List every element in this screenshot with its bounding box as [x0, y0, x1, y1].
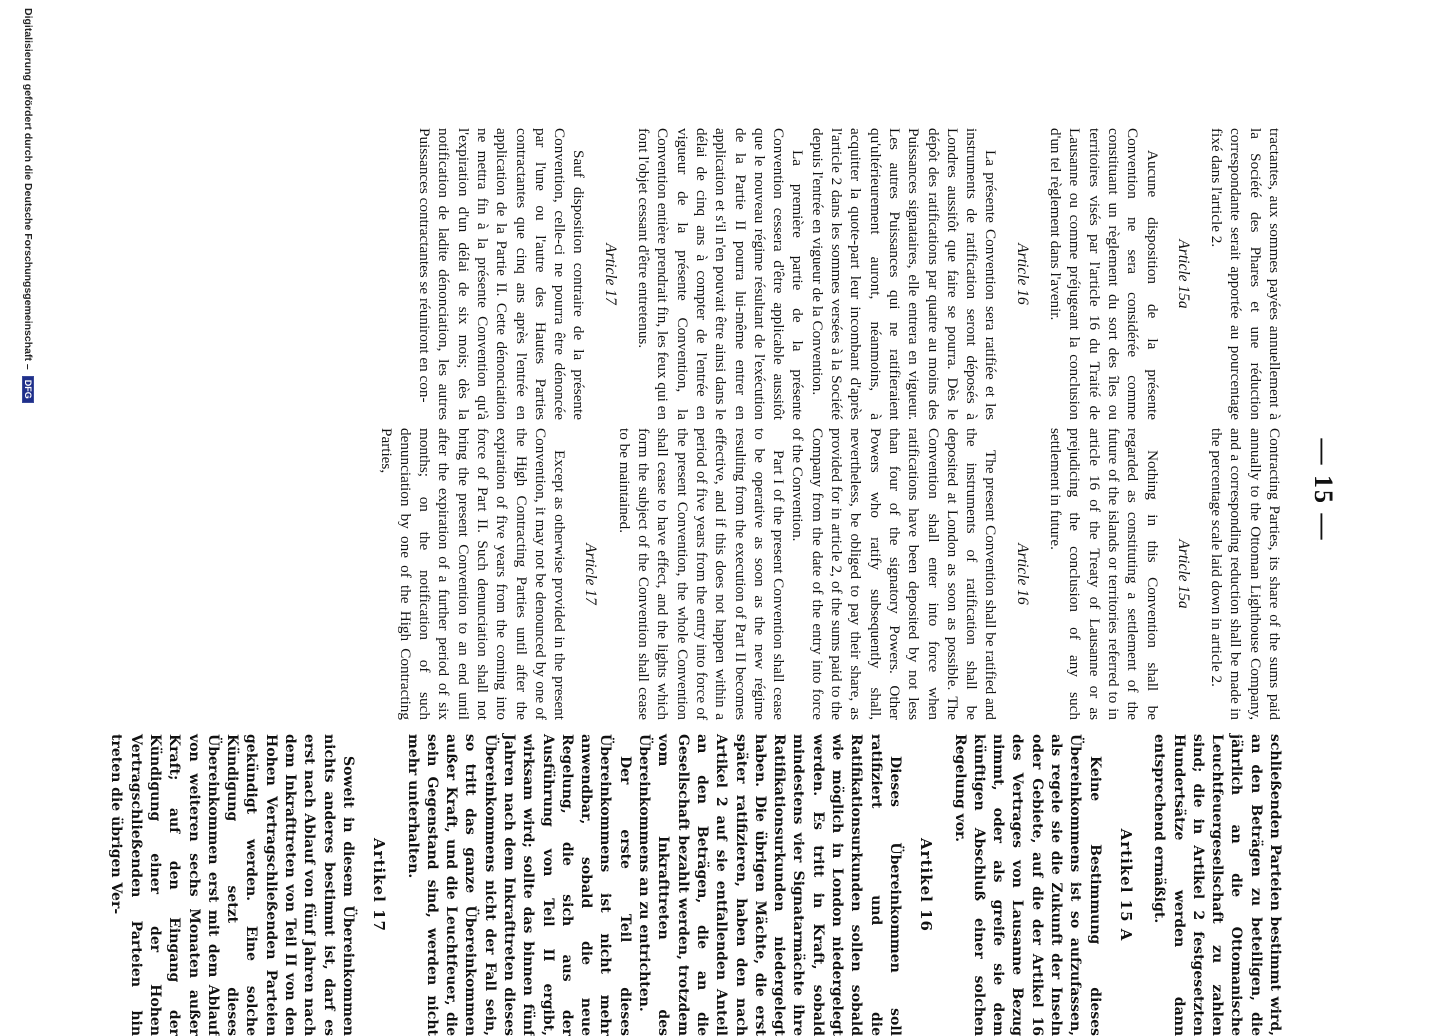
french-heading-article-17: Article 17 — [601, 243, 619, 305]
french-continuation-paragraph: tractantes, aux sommes payées annuellement à la Société des Phares et une réduction correspondante serait apportée au pourcentage fixé dans l'article 2. — [1208, 128, 1283, 420]
french-column — [415, 128, 1284, 420]
german-heading-article-17: Artikel 17 — [370, 838, 389, 932]
dfg-logo: DFG — [22, 376, 34, 403]
german-heading-article-15a: Artikel 15 A — [1116, 828, 1135, 942]
digitization-credit — [22, 8, 34, 403]
french-paragraph-article-16-second: La première partie de la présente Convention cessera d'être applicable aussitôt que le nouveau régime résultant de l'exécution de la Partie II pourra lui-même entrer en application et s'il n'en pouvait être ainsi dans le délai de cinq ans à compter de l'entrée en vigueur de la présente Convention, la Convention entière prendrait fin, les feux qui en font l'objet cessant d'être entretenus. — [635, 128, 807, 420]
german-paragraph-article-17: Soweit in diesem Übereinkommen nichts anderes bestimmt ist, darf es erst nach Ablauf von fünf Jahren nach dem Inkrafttreten von Teil II von den Hohen Vertragschließenden Parteien gekündigt werden. Eine solche Kündigung setzt dieses Übereinkommen erst mit dem Ablauf von weiteren sechs Monaten außer Kraft; auf den Eingang der Kündigung einer der Hohen Vertragschließenden Parteien hin treten die übrigen Ver- — [108, 734, 356, 1036]
french-heading-article-16: Article 16 — [1013, 243, 1031, 305]
german-continuation-paragraph: schließenden Parteien bestimmt wird, an den Beträgen zu beteiligen, die jährlich an die Ottomanische Leuchtfeuergesellschaft zu zahlen sind; die in Artikel 2 festgesetzten Hundertsätze werden dann entsprechend ermäßigt. — [1151, 734, 1283, 1036]
english-paragraph-article-15a: Nothing in this Convention shall be regarded as constituting a settlement of the future of the islands or territories referred to in article 16 of the Treaty of Lausanne or as prejudicing the conclusion of any such settlement in future. — [1047, 428, 1161, 720]
english-heading-article-17: Article 17 — [582, 543, 600, 605]
english-paragraph-article-16-second: Part I of the present Convention shall cease to be operative as soon as the new régime resulting from the execution of Part II becomes effective, and if this does not happen within a period of five years from the entry into force of the present Convention, the whole Convention shall cease to have effect, and the lights which form the subject of the Convention shall cease to be maintained. — [615, 428, 788, 720]
german-heading-article-16: Artikel 16 — [917, 838, 936, 932]
english-heading-article-15a: Article 15a — [1174, 539, 1192, 609]
german-paragraph-article-15a: Keine Bestimmung dieses Übereinkommens ist so aufzufassen, als regele sie die Zukunft der Inseln oder Gebiete, auf die der Artikel 16 des Vertrages von Lausanne Bezug nimmt, oder als greife sie dem künftigen Abschluß einer solchen Regelung vor. — [951, 734, 1103, 1036]
page-number: — 15 — — [1309, 438, 1338, 542]
french-paragraph-article-15a: Aucune disposition de la présente Convention ne sera considérée comme constituant un règlement du sort des îles ou territoires visés par l'article 16 du Traité de Lausanne ou comme préjugeant la conclusion d'un tel règlement dans l'avenir. — [1047, 128, 1161, 420]
english-continuation-paragraph: Contracting Parties, its share of the sums paid annually to the Ottoman Lighthouse Company, and a corresponding reduction shall be made in the percentage scale laid down in article 2. — [1208, 428, 1283, 720]
french-heading-article-15a: Article 15a — [1174, 239, 1192, 309]
french-paragraph-article-16-first: La présente Convention sera ratifiée et les instruments de ratification seront déposés à Londres aussitôt que faire se pourra. Dès le dépôt des ratifications par quatre au moins des Puissances signataires, elle entrera en vigueur. Les autres Puissances qui ne ratifieraient qu'ultérieurement auront, néanmoins, à acquitter la quote-part leur incombant d'après l'article 2 dans les sommes versées à la Société depuis l'entrée en vigueur de la Convention. — [808, 128, 1000, 420]
english-paragraph-article-16-first: The present Convention shall be ratified and the instruments of ratification shall be deposited at London as soon as possible. The Convention shall enter into force when ratifications have been deposited by not less than four of the signatory Powers. Other Powers who ratify subsequently shall, nevertheless, be obliged to pay their share, as provided for in article 2, of the sums paid to the Company from the date of the entry into force of the Convention. — [789, 428, 1000, 720]
german-column — [106, 734, 1284, 1036]
german-paragraph-article-16-first: Dieses Übereinkommen soll ratifiziert und die Ratifikationsurkunden sollen sobald wie möglich in London niedergelegt werden. Es tritt in Kraft, sobald mindestens vier Signatarmächte ihre Ratifikationsurkunden niedergelegt haben. Die übrigen Mächte, die erst später ratifizieren, haben den nach Artikel 2 auf sie entfallenden Anteil an den Beträgen, die an die Gesellschaft bezahlt werden, trotzdem vom Inkrafttreten des Übereinkommens an zu entrichten. — [636, 734, 903, 1036]
german-paragraph-article-16-second: Der erste Teil dieses Übereinkommens ist nicht mehr anwendbar, sobald die neue Regelung, die sich aus der Ausführung von Teil II ergibt, wirksam wird; sollte das binnen fünf Jahren nach dem Inkrafttreten dieses Übereinkommens nicht der Fall sein, so tritt das ganze Übereinkommen außer Kraft, und die Leuchtfeuer, die sein Gegenstand sind, werden nicht mehr unterhalten. — [404, 734, 633, 1036]
french-paragraph-article-17: Sauf disposition contraire de la présente Convention, celle-ci ne pourra être dénoncée par l'une ou l'autre des Hautes Parties contractantes que cinq ans après l'entrée en application de la Partie II. Cette dénonciation ne mettra fin à la présente Convention qu'à l'expiration d'un délai de six mois; dès la notification de ladite dénonciation, les autres Puissances contractantes se réuniront en con- — [416, 128, 588, 420]
english-paragraph-article-17: Except as otherwise provided in the present Convention, it may not be denounced by one of the High Contracting Parties until after the expiration of five years from the coming into force of Part II. Such denunciation shall not bring the present Convention to an end until after the expiration of a further period of six months; on the notification of such denunciation by one of the High Contracting Parties, — [377, 428, 569, 720]
english-heading-article-16: Article 16 — [1013, 543, 1031, 605]
english-column — [376, 428, 1284, 720]
credit-text: Digitalisierung gefördert durch die Deutsche Forschungsgemeinschaft – — [22, 8, 34, 370]
